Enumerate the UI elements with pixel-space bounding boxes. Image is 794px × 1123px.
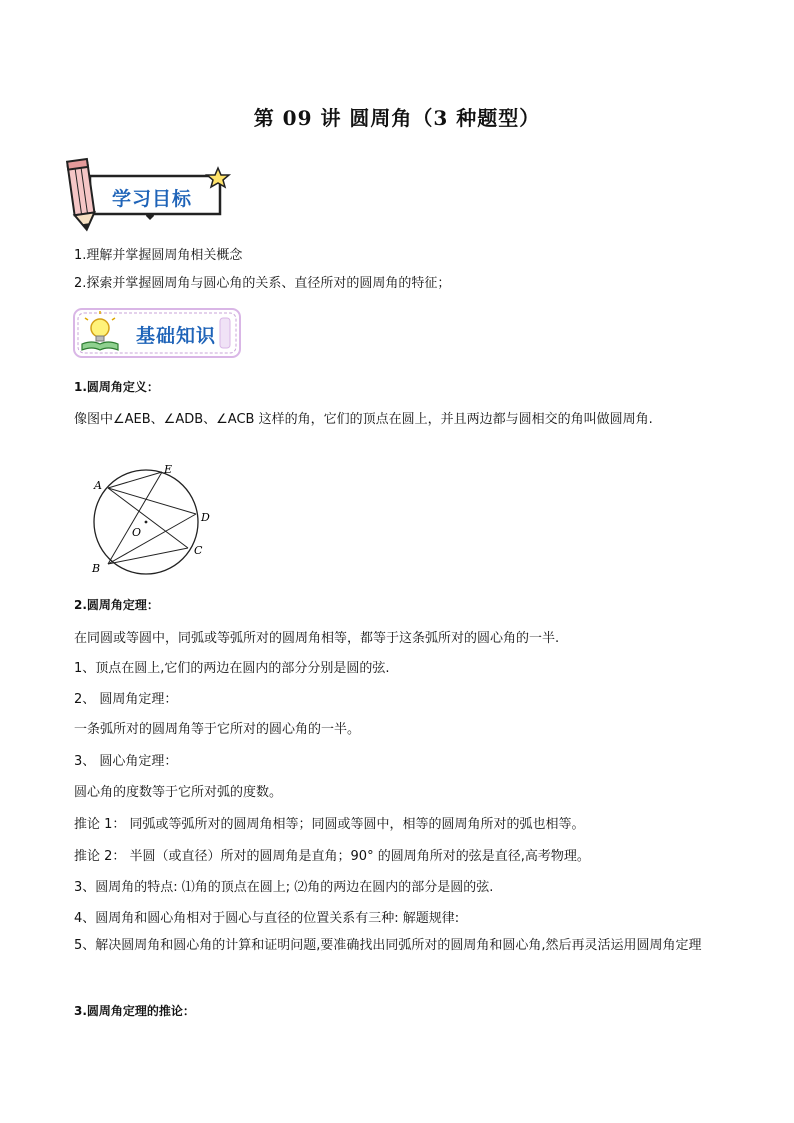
theorem-line: 3、圆周角的特点: ⑴角的顶点在圆上; ⑵角的两边在圆内的部分是圆的弦. [74, 880, 494, 895]
definition-heading: 1.圆周角定义： [74, 380, 159, 394]
goal-item: 2.探索并掌握圆周角与圆心角的关系、直径所对的圆周角的特征； [74, 276, 451, 291]
label-D: D [201, 511, 210, 524]
label-C: C [194, 544, 203, 557]
theorem-line: 4、圆周角和圆心角相对于圆心与直径的位置关系有三种: 解题规律: [74, 911, 460, 926]
basic-knowledge-banner [72, 306, 244, 362]
label-O: O [132, 526, 142, 539]
definition-text: 像图中∠AEB、∠ADB、∠ACB 这样的角，它们的顶点在圆上，并且两边都与圆相交的角叫做圆周角. [74, 412, 653, 427]
theorem-line: 1、顶点在圆上,它们的两边在圆内的部分分别是圆的弦. [74, 661, 390, 676]
theorem-line: 2、 圆周角定理： [74, 692, 178, 707]
label-B: B [92, 562, 101, 575]
label-E: E [164, 463, 173, 476]
learning-goals-banner [64, 156, 240, 232]
theorem-heading: 2.圆周角定理： [74, 598, 159, 612]
theorem-line: 在同圆或等圆中，同弧或等弧所对的圆周角相等，都等于这条弧所对的圆心角的一半. [74, 631, 560, 646]
theorem-line: 5、解决圆周角和圆心角的计算和证明问题,要准确找出同弧所对的圆周角和圆心角,然后再灵活运用圆周角定理 [74, 938, 702, 953]
label-A: A [94, 479, 102, 492]
circle-diagram [84, 462, 218, 580]
learning-goals-label: 学习目标 [112, 188, 193, 210]
theorem-line: 3、 圆心角定理： [74, 754, 178, 769]
corollary-heading: 3.圆周角定理的推论： [74, 1004, 195, 1018]
page-title: 第 09 讲 圆周角（3 种题型） [253, 106, 541, 130]
goal-item: 1.理解并掌握圆周角相关概念 [74, 248, 243, 263]
basic-knowledge-label: 基础知识 [136, 325, 217, 347]
theorem-line: 推论 2： 半圆（或直径）所对的圆周角是直角；90° 的圆周角所对的弦是直径,高考物理。 [74, 849, 590, 864]
theorem-line: 一条弧所对的圆周角等于它所对的圆心角的一半。 [74, 722, 361, 737]
theorem-line: 推论 1： 同弧或等弧所对的圆周角相等；同圆或等圆中，相等的圆周角所对的弧也相等。 [74, 817, 585, 832]
theorem-line: 圆心角的度数等于它所对弧的度数。 [74, 785, 283, 800]
